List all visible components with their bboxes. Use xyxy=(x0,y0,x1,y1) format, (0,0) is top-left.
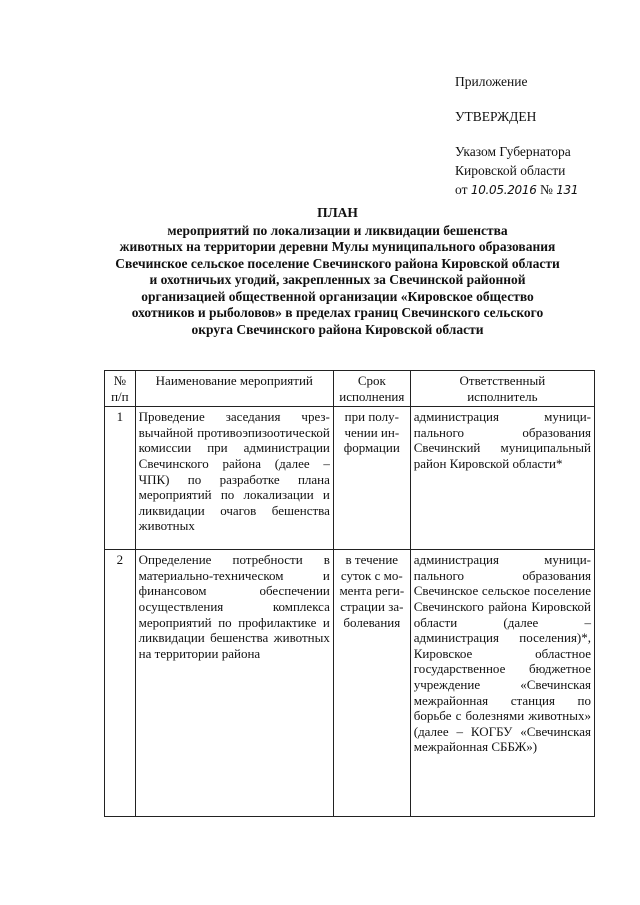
handwritten-date: 10.05.2016 xyxy=(470,183,537,197)
title-line: организацией общественной организации «Кировское общество xyxy=(141,288,534,304)
date-prefix: от xyxy=(455,182,468,197)
title-line: мероприятий по локализации и ликвидации бешенства xyxy=(167,222,508,238)
title-line: и охотничьих угодий, закрепленных за Свечинской районной xyxy=(149,272,526,287)
document-title xyxy=(80,205,595,338)
row-term: в течение суток с момента регистрации заболевания xyxy=(333,550,410,817)
row-number: 2 xyxy=(105,550,136,817)
handwritten-number: 131 xyxy=(556,183,579,197)
header-num: № п/п xyxy=(105,371,136,407)
title-line: животных на территории деревни Мулы муниципального образования xyxy=(119,239,556,254)
number-prefix: № xyxy=(539,182,553,197)
row-responsible: администрация муниципального образования Свечинское сельское поселение Свечинского района Кировской области (далее – администрация поселения)*, Кировское областное государственное бюджетное учреждение «Свечинская межрайонная станция по борьбе с болезнями животных» (далее – КОГБУ «Свечинская межрайонная СББЖ») xyxy=(410,550,594,817)
title-line: охотников и рыболовов» в пределах границ Свечинского сельского xyxy=(131,305,544,320)
plan-table xyxy=(104,370,595,817)
row-responsible: администрация муниципального образования Свечинский муниципальный район Кировской области* xyxy=(410,407,594,550)
row-term: при получении информации xyxy=(333,407,410,550)
header-name: Наименование мероприятий xyxy=(135,371,333,407)
decree-line-2: Кировской области xyxy=(455,163,566,178)
table-row xyxy=(105,550,595,817)
row-number: 1 xyxy=(105,407,136,550)
approved-label: УТВЕРЖДЕН xyxy=(455,109,537,124)
header-responsible: Ответственный исполнитель xyxy=(410,371,594,407)
decree-line-1: Указом Губернатора xyxy=(455,144,571,159)
row-activity: Определение потребности в материально-техническом и финансовом обеспечении осуществления комплекса мероприятий по профилактике и ликвидации бешенства животных на территории района xyxy=(135,550,333,817)
appendix-label: Приложение xyxy=(455,74,528,89)
title-line: округа Свечинского района Кировской области xyxy=(191,321,484,337)
table-row xyxy=(105,407,595,550)
title-heading: ПЛАН xyxy=(317,205,358,220)
approval-block xyxy=(455,72,635,200)
header-term: Срок исполнения xyxy=(333,371,410,407)
title-line: Свечинское сельское поселение Свечинского района Кировской области xyxy=(115,255,560,271)
decree-date-line xyxy=(455,180,635,200)
row-activity: Проведение заседания чрезвычайной противоэпизоотической комиссии при администрации Свечинского района (далее – ЧПК) по разработке плана мероприятий по локализации и ликвидации очагов бешенства животных xyxy=(135,407,333,550)
table-header-row xyxy=(105,371,595,407)
